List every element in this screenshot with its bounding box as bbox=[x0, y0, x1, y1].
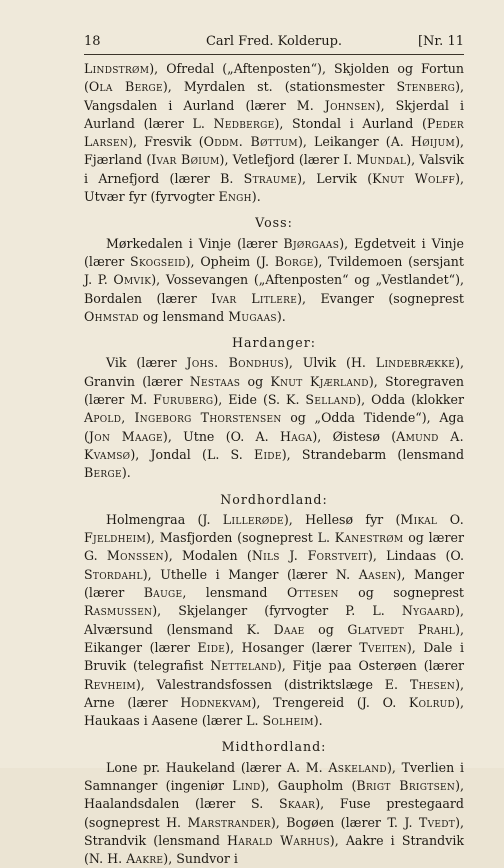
person-name: Netteland bbox=[210, 658, 277, 674]
text-run: ), Vossevangen („Aftenposten“ og „Vestlandet“), Bordalen (lærer bbox=[84, 272, 464, 306]
text-run: og „Odda Tidende“), Aga ( bbox=[84, 410, 464, 444]
text-run: ), Strandvik (lensmand bbox=[84, 814, 465, 848]
text-run: ). bbox=[121, 465, 131, 481]
person-name: Mundal bbox=[356, 152, 407, 168]
text-run: ), Odda (klokker bbox=[356, 392, 464, 408]
text-run: ), Fuse prestegaard (sogneprest H. bbox=[84, 796, 464, 830]
text-run: ), Haukaas i Aasene (lærer L. bbox=[84, 694, 464, 729]
text-run: ), Utne (O. A. bbox=[162, 428, 280, 444]
person-name: Tvedt bbox=[418, 814, 456, 830]
text-run: og bbox=[304, 621, 348, 637]
text-run: ), Fjærland ( bbox=[84, 134, 464, 168]
paragraph-voss bbox=[84, 235, 464, 326]
text-run: ), Strandebarm (lensmand bbox=[281, 446, 465, 462]
person-name: Johs. Bondhus bbox=[186, 355, 285, 371]
running-title: Carl Fred. Kolderup. bbox=[205, 34, 343, 49]
text-run: ), Tverlien i Samnanger (ingeniør bbox=[84, 759, 464, 793]
person-name: Johnsen bbox=[324, 97, 376, 113]
text-run: Lone pr. Haukeland (lærer A. M. bbox=[106, 759, 329, 775]
person-name: Eide bbox=[197, 639, 226, 655]
region-heading-voss: Voss: bbox=[255, 215, 293, 231]
person-name: Furuberg bbox=[153, 392, 214, 408]
person-name: Aakre bbox=[126, 851, 164, 867]
text-run: ), Arne (lærer bbox=[84, 676, 464, 710]
person-name: Kolrud bbox=[408, 694, 456, 710]
text-run: og lærer G. bbox=[84, 530, 464, 564]
person-name: Bjørgaas bbox=[283, 235, 340, 251]
person-name: Ivar Litlere bbox=[211, 290, 298, 306]
person-name: Aasen bbox=[358, 566, 397, 582]
person-name: Daae bbox=[273, 621, 305, 637]
person-name: Oddm. Bøttum bbox=[203, 134, 298, 150]
document-body bbox=[84, 60, 464, 868]
text-run: ), Leikanger (A. bbox=[297, 134, 411, 150]
person-name: Nygaard bbox=[401, 603, 456, 619]
text-run: ). bbox=[251, 189, 261, 205]
text-run: , lensmand bbox=[182, 585, 287, 601]
text-run: ), Lervik ( bbox=[297, 170, 373, 186]
region-heading-nordhordland: Nordhordland: bbox=[220, 491, 328, 507]
text-run: ), Fresvik ( bbox=[128, 134, 204, 150]
text-run: ), Modalen ( bbox=[163, 548, 252, 564]
text-run: ), Valsvik i Arnefjord (lærer B. bbox=[84, 152, 464, 186]
issue-number: [Nr. 11 bbox=[417, 34, 464, 49]
text-run: ), Alværsund (lensmand K. bbox=[84, 603, 464, 637]
person-name: Peder Larsen bbox=[84, 115, 464, 150]
text-run: ), Vangsdalen i Aurland (lærer M. bbox=[84, 79, 464, 113]
text-run: ), Fitje paa Osterøen (lærer bbox=[276, 658, 464, 674]
text-run: ), Bogøen (lærer T. J. bbox=[270, 814, 419, 830]
person-name: Harald Warhus bbox=[227, 832, 330, 848]
text-run: ), Skjelanger (fyrvogter P. L. bbox=[152, 603, 402, 619]
text-run: ), Vetlefjord (lærer I. bbox=[219, 152, 357, 168]
person-name: Haga bbox=[279, 428, 313, 444]
text-run: ), Eide (S. K. bbox=[213, 392, 306, 408]
person-name: Bauge bbox=[143, 585, 183, 601]
person-name: Lind bbox=[232, 777, 261, 793]
text-run: Mørkedalen i Vinje (lærer bbox=[106, 235, 284, 251]
person-name: Borge bbox=[274, 253, 314, 269]
person-name: Stordahl bbox=[84, 566, 143, 582]
person-name: Marstrander bbox=[187, 814, 271, 830]
text-run: og bbox=[240, 373, 271, 389]
person-name: Rasmussen bbox=[84, 603, 153, 619]
paragraph-midthordland bbox=[84, 759, 464, 868]
person-name: Ohmstad bbox=[84, 308, 139, 324]
paragraph-nordhordland bbox=[84, 511, 464, 731]
text-run: ), Opheim (J. bbox=[185, 253, 275, 269]
person-name: Omvik bbox=[113, 272, 152, 288]
region-heading-hardanger: Hardanger: bbox=[232, 335, 316, 351]
text-run: ), Ulvik (H. bbox=[284, 355, 376, 371]
text-run: Vik (lærer bbox=[106, 355, 187, 371]
text-run: ), Jondal (L. S. bbox=[130, 446, 254, 462]
text-run: ), Skjerdal i Aurland (lærer L. bbox=[84, 97, 464, 131]
text-run: og sogneprest bbox=[338, 585, 464, 601]
text-run: ), Aakre i Strandvik (N. H. bbox=[84, 832, 464, 867]
text-run: ), Hellesø fyr ( bbox=[283, 511, 401, 527]
text-run: ), Lindaas (O. bbox=[367, 548, 465, 564]
person-name: Hodnekvam bbox=[180, 694, 252, 710]
person-name: Apold, Ingeborg Thorstensen bbox=[84, 410, 282, 426]
person-name: Høijum bbox=[410, 134, 456, 150]
running-header bbox=[84, 34, 464, 52]
text-run: ), Dale i Bruvik (telegrafist bbox=[84, 639, 464, 674]
header-rule bbox=[84, 54, 464, 55]
person-name: Monssen bbox=[106, 548, 164, 564]
text-run: ), Gaupholm ( bbox=[260, 777, 357, 793]
paragraph-intro bbox=[84, 60, 464, 206]
person-name: Revheim bbox=[84, 676, 136, 692]
text-run: ), Storegraven (lærer M. bbox=[84, 373, 464, 408]
text-run: ), Eikanger (lærer bbox=[84, 621, 464, 655]
text-run: ), Granvin (lærer bbox=[84, 355, 464, 389]
person-name: Lillerøde bbox=[222, 511, 284, 527]
text-run: ), Øistesø ( bbox=[312, 428, 397, 444]
person-name: Selland bbox=[305, 392, 357, 408]
person-name: Ottesen bbox=[286, 585, 339, 601]
person-name: Eide bbox=[253, 446, 282, 462]
person-name: Skaar bbox=[278, 796, 316, 812]
person-name: Lindstrøm bbox=[84, 61, 150, 76]
person-name: Tveiten bbox=[359, 639, 407, 655]
text-run: ), Egdetveit i Vinje (lærer bbox=[84, 235, 465, 269]
person-name: Nestaas bbox=[189, 373, 241, 389]
text-run: ), Myrdalen st. (stationsmester bbox=[162, 79, 397, 95]
person-name: Solheim bbox=[262, 713, 314, 729]
person-name: Lindebrække bbox=[375, 355, 456, 371]
paragraph-hardanger bbox=[84, 354, 464, 482]
text-run: ). bbox=[276, 308, 286, 324]
person-name: Skogseid bbox=[130, 253, 186, 269]
person-name: Knut Wolff bbox=[372, 170, 456, 186]
person-name: Thesen bbox=[409, 676, 456, 692]
text-run: ), Valestrandsfossen (distriktslæge E. bbox=[135, 676, 410, 692]
text-run: ), Ofredal („Aftenposten“), Skjolden og Fortun ( bbox=[84, 61, 464, 95]
person-name: Engh bbox=[218, 189, 252, 205]
person-name: Nedberge bbox=[213, 115, 275, 131]
text-run: ), Utvær fyr (fyrvogter bbox=[84, 170, 464, 205]
person-name: Nils J. Forstveit bbox=[251, 548, 368, 564]
person-name: Knut Kjærland bbox=[270, 373, 369, 389]
person-name: Kanestrøm bbox=[334, 530, 404, 546]
person-name: Amund A. Kvamsø bbox=[84, 428, 464, 462]
text-run: Holmengraa (J. bbox=[106, 511, 223, 527]
text-run: ). bbox=[313, 713, 323, 729]
page-number: 18 bbox=[84, 34, 101, 49]
region-heading-midthordland: Midthordland: bbox=[221, 739, 327, 755]
person-name: Glatvedt Prahl bbox=[347, 621, 456, 637]
person-name: Stenberg bbox=[396, 79, 456, 95]
person-name: Mikal O. Fjeldheim bbox=[84, 511, 464, 546]
text-run: ), Trengereid (J. O. bbox=[251, 694, 409, 710]
person-name: Mugaas bbox=[228, 308, 277, 324]
person-name: Jon Maage bbox=[88, 428, 163, 444]
text-run: ), Masfjorden (sogneprest L. bbox=[146, 530, 335, 546]
text-run: ), Stondal i Aurland ( bbox=[274, 115, 427, 131]
text-run: ), Hosanger (lærer bbox=[225, 639, 360, 655]
person-name: Berge bbox=[84, 465, 122, 481]
text-run: ), Tvildemoen (sersjant J. P. bbox=[84, 253, 464, 288]
person-name: Askeland bbox=[328, 759, 387, 775]
text-run: ), Haalandsdalen (lærer S. bbox=[84, 777, 464, 812]
text-run: og lensmand bbox=[138, 308, 229, 324]
person-name: Straume bbox=[243, 170, 298, 186]
person-name: Ivar Bøium bbox=[151, 152, 220, 168]
text-run: ), Sundvor i bbox=[163, 851, 238, 867]
text-run: ), Evanger (sogneprest bbox=[297, 290, 464, 306]
person-name: Brigt Brigtsen bbox=[356, 777, 456, 793]
text-run: ), Uthelle i Manger (lærer N. bbox=[142, 566, 359, 582]
text-run: ), Manger (lærer bbox=[84, 566, 465, 601]
person-name: Ola Berge bbox=[88, 79, 163, 95]
